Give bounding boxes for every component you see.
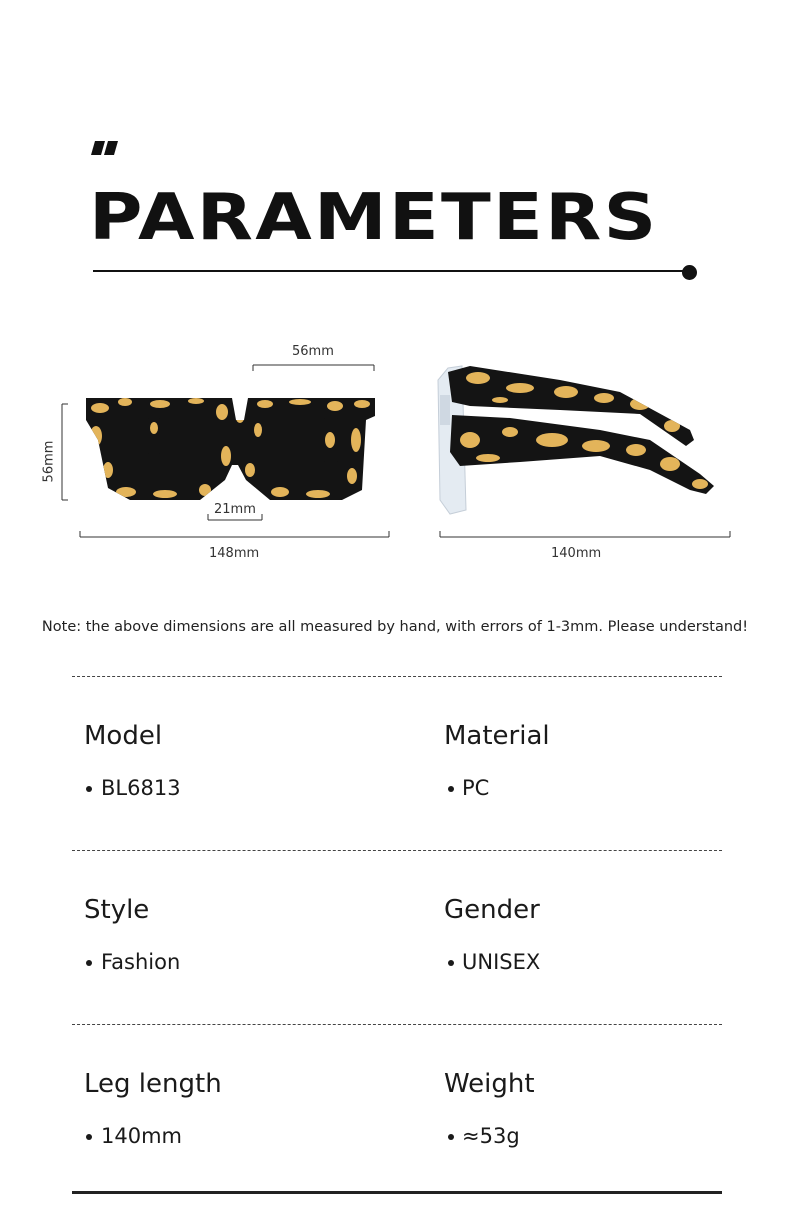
measurement-note: Note: the above dimensions are all measured by hand, with errors of 1-3mm. Please understand! [41, 619, 749, 635]
title-underline-dot [682, 265, 697, 280]
temple-length-label: 140mm [551, 546, 602, 561]
bullet-icon [86, 786, 92, 792]
param-value-leg-length: 140mm [101, 1124, 182, 1148]
param-label-material: Material [444, 721, 550, 751]
lens-height-label: 56mm [41, 440, 57, 483]
bottom-rule [72, 1191, 722, 1194]
quote-mark-icon [91, 141, 121, 159]
bullet-icon [448, 786, 454, 792]
page-title: PARAMETERS [89, 181, 659, 255]
param-value-weight: ≈53g [462, 1124, 520, 1148]
param-value-gender: UNISEX [462, 950, 541, 974]
glasses-side-image [430, 350, 740, 570]
frame-width-label: 148mm [209, 546, 260, 561]
bullet-icon [86, 1134, 92, 1140]
lens-width-label: 56mm [292, 344, 334, 359]
param-value-material: PC [462, 776, 490, 800]
glasses-front-image [40, 330, 410, 570]
bullet-icon [86, 960, 92, 966]
param-value-style: Fashion [101, 950, 181, 974]
param-label-leg-length: Leg length [84, 1069, 222, 1099]
param-value-model: BL6813 [101, 776, 181, 800]
divider [72, 850, 722, 851]
param-label-gender: Gender [444, 895, 540, 925]
bullet-icon [448, 1134, 454, 1140]
divider [72, 676, 722, 677]
bridge-width-label: 21mm [214, 502, 256, 517]
param-label-style: Style [84, 895, 150, 925]
title-underline [93, 270, 685, 272]
param-label-weight: Weight [444, 1069, 535, 1099]
bullet-icon [448, 960, 454, 966]
divider [72, 1024, 722, 1025]
param-label-model: Model [84, 721, 163, 751]
